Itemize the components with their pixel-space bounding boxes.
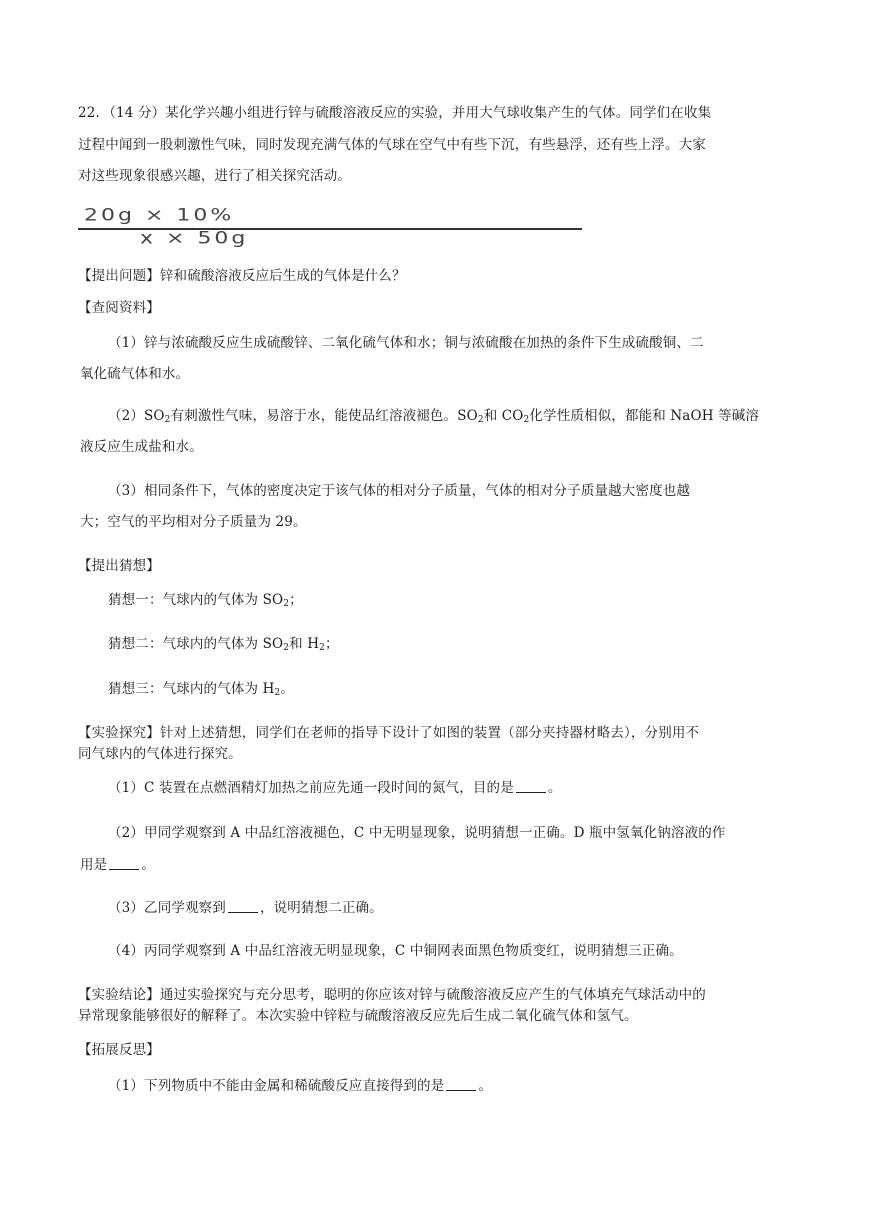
text-segment: （1）下列物质中不能由金属和稀硫酸反应直接得到的是 (108, 1078, 445, 1094)
experiment-q2-line-2 (80, 855, 155, 875)
answer-blank[interactable] (109, 857, 139, 870)
reference-3-line-2: 大；空气的平均相对分子质量为 29。 (80, 514, 307, 530)
conclusion-line-1: 【实验结论】通过实验探究与充分思考，聪明的你应该对锌与硫酸溶液反应产生的气体填充气球活动中的 (78, 987, 706, 1003)
text-segment: （1）C 装置在点燃酒精灯加热之前应先通一段时间的氮气，目的是 (108, 780, 514, 796)
formula-denominator: x × 50g (140, 229, 249, 248)
experiment-q2-line-1: （2）甲同学观察到 A 中品红溶液褪色，C 中无明显现象，说明猜想一正确。D 瓶中氢氧化钠溶液的作 (108, 825, 726, 841)
text-segment: 化学性质相似，都能和 NaOH 等碱溶 (529, 408, 760, 424)
text-segment: 。 (141, 857, 155, 873)
text-segment: （2）SO (108, 408, 165, 424)
text-segment: 猜想二：气球内的气体为 SO (108, 636, 284, 652)
reference-1-line-2: 氧化硫气体和水。 (80, 366, 190, 382)
answer-blank[interactable] (228, 900, 258, 913)
experiment-q4: （4）丙同学观察到 A 中品红溶液无明显现象，C 中铜网表面黑色物质变红，说明猜想三正确。 (108, 943, 683, 959)
text-segment: 。 (280, 681, 295, 697)
references-heading: 【查阅资料】 (78, 300, 160, 316)
text-segment: 和 H (289, 636, 320, 652)
text-segment: 。 (547, 780, 562, 796)
text-segment: 猜想一：气球内的气体为 SO (108, 592, 284, 608)
reference-1-line-1: （1）锌与浓硫酸反应生成硫酸锌、二氧化硫气体和水；铜与浓硫酸在加热的条件下生成硫酸铜、二 (108, 335, 704, 351)
subscript: 2 (164, 415, 171, 425)
formula-numerator: 20g × 10% (84, 206, 235, 225)
text-segment: 有刺激性气味，易溶于水，能使品红溶液褪色。SO (170, 408, 478, 424)
text-segment: ； (289, 592, 303, 608)
reference-2-line-1 (108, 406, 759, 426)
experiment-q3 (108, 898, 383, 918)
text-segment: 。 (478, 1078, 492, 1094)
text-segment: ； (325, 636, 339, 652)
answer-blank[interactable] (446, 1078, 476, 1091)
subscript: 2 (274, 688, 281, 698)
conclusion-line-2: 异常现象能够很好的解释了。本次实验中锌粒与硫酸溶液反应先后生成二氧化硫气体和氢气。 (78, 1008, 638, 1024)
reflection-heading: 【拓展反思】 (78, 1042, 160, 1058)
fraction-formula-image (78, 206, 582, 252)
subscript: 2 (319, 643, 326, 653)
question-heading: 【提出问题】锌和硫酸溶液反应后生成的气体是什么？ (78, 268, 406, 284)
answer-blank[interactable] (516, 780, 546, 793)
intro-line-1: 22．（14 分）某化学兴趣小组进行锌与硫酸溶液反应的实验，并用大气球收集产生的气体。同学们在收集 (78, 105, 712, 121)
reflection-q1 (108, 1076, 492, 1096)
experiment-line-1: 【实验探究】针对上述猜想，同学们在老师的指导下设计了如图的装置（部分夹持器材略去），分别用不 (78, 725, 700, 741)
subscript: 2 (523, 415, 530, 425)
subscript: 2 (477, 415, 484, 425)
intro-line-2: 过程中闻到一股刺激性气味，同时发现充满气体的气球在空气中有些下沉，有些悬浮，还有些上浮。大家 (78, 137, 706, 153)
subscript: 2 (283, 643, 290, 653)
experiment-q1 (108, 778, 562, 798)
hypothesis-3 (108, 679, 294, 699)
reference-2-line-2: 液反应生成盐和水。 (80, 439, 203, 455)
intro-line-3: 对这些现象很感兴趣，进行了相关探究活动。 (78, 168, 351, 184)
hypotheses-heading: 【提出猜想】 (78, 558, 160, 574)
reference-3-line-1: （3）相同条件下，气体的密度决定于该气体的相对分子质量，气体的相对分子质量越大密度也越 (108, 483, 691, 499)
text-segment: 和 CO (483, 408, 524, 424)
text-segment: 用是 (80, 857, 108, 873)
text-segment: ，说明猜想二正确。 (259, 900, 383, 916)
hypothesis-2 (108, 634, 339, 654)
text-segment: （3）乙同学观察到 (108, 900, 226, 916)
experiment-line-2: 同气球内的气体进行探究。 (78, 746, 242, 762)
hypothesis-1 (108, 590, 303, 610)
text-segment: 猜想三：气球内的气体为 H (108, 681, 275, 697)
subscript: 2 (283, 599, 290, 609)
